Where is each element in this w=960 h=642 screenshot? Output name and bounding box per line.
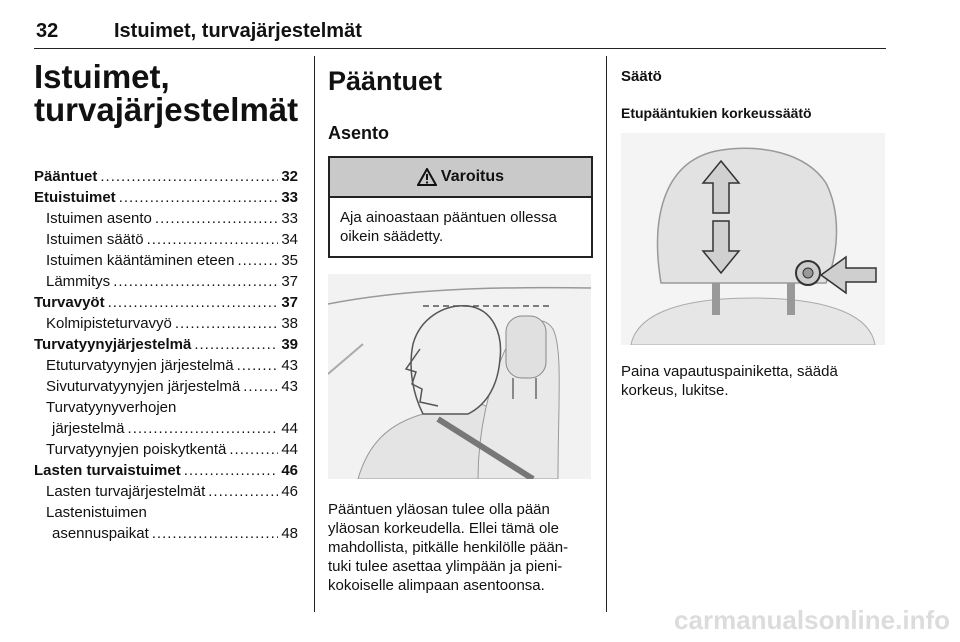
page-header bbox=[34, 0, 886, 49]
warning-header bbox=[330, 158, 591, 198]
toc-entry-title: Turvavyöt bbox=[34, 294, 105, 311]
toc-entry-page: 37 bbox=[281, 273, 298, 290]
toc-entry-title: Lastenistuimen bbox=[46, 504, 147, 521]
toc-leader-dots bbox=[155, 208, 278, 229]
toc-entry[interactable] bbox=[34, 187, 298, 208]
toc-entry-title: Istuimen kääntäminen eteen bbox=[46, 252, 235, 269]
toc-leader-dots bbox=[113, 271, 278, 292]
toc-entry-page: 33 bbox=[281, 189, 298, 206]
toc-entry-page: 38 bbox=[281, 315, 298, 332]
toc-entry[interactable] bbox=[34, 292, 298, 313]
toc-entry[interactable] bbox=[34, 208, 298, 229]
toc-entry-page: 35 bbox=[281, 252, 298, 269]
toc-leader-dots bbox=[147, 229, 279, 250]
toc-entry-title: Turvatyynyjärjestelmä bbox=[34, 336, 192, 353]
toc-entry[interactable] bbox=[34, 355, 298, 376]
toc-entry-page: 37 bbox=[281, 294, 298, 311]
subsection-heading: Etupääntukien korkeussäätö bbox=[621, 105, 812, 121]
section-heading: Pääntuet bbox=[328, 66, 443, 96]
table-of-contents bbox=[34, 166, 298, 544]
subsection-heading: Asento bbox=[328, 123, 390, 143]
right-column bbox=[621, 60, 885, 400]
toc-entry-page: 34 bbox=[281, 231, 298, 248]
toc-entry[interactable] bbox=[34, 460, 298, 481]
column-divider bbox=[606, 56, 607, 612]
toc-leader-dots bbox=[194, 334, 278, 355]
headrest-adjustment-illustration bbox=[621, 133, 885, 345]
toc-entry[interactable] bbox=[34, 250, 298, 271]
warning-box bbox=[328, 156, 593, 258]
toc-leader-dots bbox=[208, 481, 278, 502]
toc-entry-title: Lämmitys bbox=[46, 273, 111, 290]
toc-leader-dots bbox=[229, 439, 278, 460]
warning-text: Aja ainoastaan pääntuen ollessa oikein säädetty. bbox=[340, 209, 557, 245]
toc-entry-page: 43 bbox=[281, 357, 298, 374]
toc-entry-page: 43 bbox=[281, 378, 298, 395]
toc-entry-title: Turvatyynyverhojen bbox=[46, 399, 177, 416]
toc-entry-page: 46 bbox=[281, 483, 298, 500]
toc-entry-title: Etuturvatyynyjen järjestelmä bbox=[46, 357, 234, 374]
toc-entry[interactable] bbox=[34, 334, 298, 355]
toc-entry[interactable] bbox=[34, 481, 298, 502]
toc-entry-title: Turvatyynyjen poiskytkentä bbox=[46, 441, 227, 458]
toc-leader-dots bbox=[237, 250, 278, 271]
toc-leader-dots bbox=[108, 292, 279, 313]
toc-entry-title: järjestelmä bbox=[52, 420, 125, 437]
toc-entry-page: 33 bbox=[281, 210, 298, 227]
toc-entry-title: Kolmipisteturvavyö bbox=[46, 315, 172, 332]
toc-entry[interactable] bbox=[34, 502, 298, 523]
middle-column bbox=[328, 60, 591, 595]
warning-triangle-icon bbox=[417, 168, 437, 186]
column-divider bbox=[314, 56, 315, 612]
toc-entry[interactable] bbox=[34, 439, 298, 460]
toc-leader-dots bbox=[175, 313, 278, 334]
toc-entry-page: 46 bbox=[281, 462, 298, 479]
toc-leader-dots bbox=[128, 418, 279, 439]
toc-entry[interactable] bbox=[34, 523, 298, 544]
running-title: Istuimet, turvajärjestelmät bbox=[114, 20, 362, 42]
toc-entry[interactable] bbox=[34, 229, 298, 250]
toc-entry[interactable] bbox=[34, 313, 298, 334]
toc-entry[interactable] bbox=[34, 166, 298, 187]
toc-entry-title: Etuistuimet bbox=[34, 189, 116, 206]
body-paragraph: Pääntuen yläosan tulee olla pään yläosan korkeudella. Ellei tämä ole mahdollista, pitkälle henkilölle pään-tuki tulee asettaa ylimpään ja pieni-kokoiselle alimpaan asentoonsa. bbox=[328, 501, 569, 594]
driver-headrest-illustration bbox=[328, 274, 591, 479]
toc-entry-title: Istuimen asento bbox=[46, 210, 152, 227]
toc-entry-title: asennuspaikat bbox=[52, 525, 149, 542]
toc-entry-title: Lasten turvaistuimet bbox=[34, 462, 181, 479]
toc-entry-page: 44 bbox=[281, 420, 298, 437]
body-paragraph: Paina vapautuspainiketta, säädä korkeus, lukitse. bbox=[621, 363, 838, 399]
toc-entry-title: Lasten turvajärjestelmät bbox=[46, 483, 206, 500]
toc-entry[interactable] bbox=[34, 397, 298, 418]
toc-entry-page: 48 bbox=[281, 525, 298, 542]
toc-leader-dots bbox=[184, 460, 279, 481]
toc-entry-page: 32 bbox=[281, 168, 298, 185]
warning-title: Varoitus bbox=[440, 168, 505, 185]
toc-entry[interactable] bbox=[34, 376, 298, 397]
toc-entry-title: Sivuturvatyynyjen järjestelmä bbox=[46, 378, 241, 395]
section-heading: Säätö bbox=[621, 68, 662, 85]
toc-entry-title: Pääntuet bbox=[34, 168, 98, 185]
chapter-title: Istuimet, turvajärjestelmät bbox=[34, 58, 299, 128]
toc-entry-title: Istuimen säätö bbox=[46, 231, 144, 248]
toc-leader-dots bbox=[100, 166, 278, 187]
toc-leader-dots bbox=[243, 376, 278, 397]
toc-entry-page: 39 bbox=[281, 336, 298, 353]
watermark: carmanualsonline.info bbox=[674, 605, 950, 635]
toc-leader-dots bbox=[119, 187, 279, 208]
toc-entry[interactable] bbox=[34, 271, 298, 292]
toc-entry-page: 44 bbox=[281, 441, 298, 458]
toc-entry[interactable] bbox=[34, 418, 298, 439]
toc-column bbox=[34, 60, 298, 544]
page-number: 32 bbox=[36, 20, 59, 42]
toc-leader-dots bbox=[152, 523, 279, 544]
toc-leader-dots bbox=[237, 355, 279, 376]
